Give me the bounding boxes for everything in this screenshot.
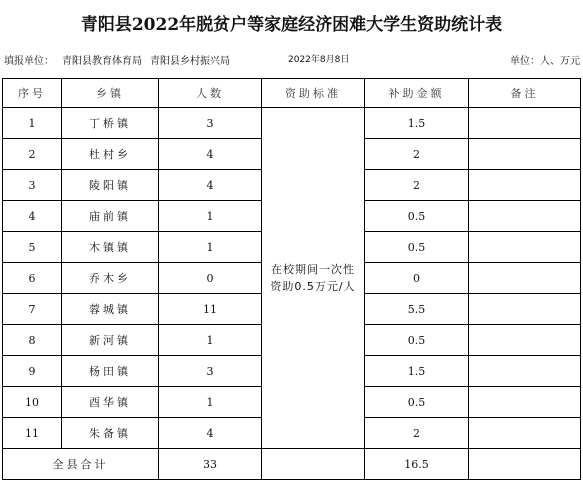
cell-count: 1 [159,387,262,418]
standard-line-2: 资助0.5万元/人 [270,280,356,293]
cell-no: 3 [3,170,62,201]
cell-count: 3 [159,108,262,139]
cell-town: 乔木乡 [62,263,159,294]
unit-label: 单位：人、万元 [510,56,580,67]
cell-town: 新河镇 [62,325,159,356]
cell-no: 1 [3,108,62,139]
cell-amount: 0.5 [365,232,469,263]
cell-no: 5 [3,232,62,263]
cell-note [469,139,581,170]
total-label: 全县合计 [3,449,159,480]
header-count: 人数 [159,79,262,108]
report-meta [4,52,580,68]
cell-town: 酉华镇 [62,387,159,418]
cell-note [469,263,581,294]
cell-amount: 2 [365,170,469,201]
cell-count: 0 [159,263,262,294]
cell-count: 4 [159,170,262,201]
cell-count: 1 [159,201,262,232]
header-standard: 资助标准 [262,79,365,108]
cell-amount: 2 [365,139,469,170]
total-standard [262,449,365,480]
cell-amount: 0 [365,263,469,294]
total-note [469,449,581,480]
cell-note [469,170,581,201]
cell-standard [262,108,365,449]
cell-note [469,108,581,139]
total-row [3,449,581,480]
reporting-unit-label: 填报单位： [4,56,54,67]
cell-count: 3 [159,356,262,387]
cell-no: 8 [3,325,62,356]
report-date: 2022年8月8日 [288,55,350,65]
cell-count: 11 [159,294,262,325]
total-count: 33 [159,449,262,480]
cell-count: 4 [159,418,262,449]
cell-amount: 2 [365,418,469,449]
cell-no: 4 [3,201,62,232]
cell-no: 6 [3,263,62,294]
cell-amount: 1.5 [365,356,469,387]
cell-note [469,232,581,263]
cell-note [469,418,581,449]
cell-town: 杨田镇 [62,356,159,387]
cell-count: 1 [159,325,262,356]
cell-no: 7 [3,294,62,325]
cell-amount: 5.5 [365,294,469,325]
cell-town: 朱备镇 [62,418,159,449]
reporting-units [4,52,238,67]
header-amount: 补助金额 [365,79,469,108]
cell-town: 木镇镇 [62,232,159,263]
cell-count: 1 [159,232,262,263]
cell-amount: 1.5 [365,108,469,139]
cell-no: 11 [3,418,62,449]
cell-amount: 0.5 [365,201,469,232]
reporting-org-education: 青阳县教育体育局 [62,56,142,67]
cell-note [469,387,581,418]
cell-amount: 0.5 [365,387,469,418]
cell-town: 陵阳镇 [62,170,159,201]
cell-count: 4 [159,139,262,170]
header-no: 序号 [3,79,62,108]
standard-line-1: 在校期间一次性 [271,263,355,276]
table-header-row [3,79,581,108]
subsidy-table [2,78,581,480]
table-row [3,108,581,139]
cell-amount: 0.5 [365,325,469,356]
total-amount: 16.5 [365,449,469,480]
cell-note [469,201,581,232]
cell-no: 9 [3,356,62,387]
cell-no: 2 [3,139,62,170]
cell-town: 杜村乡 [62,139,159,170]
cell-no: 10 [3,387,62,418]
cell-town: 蓉城镇 [62,294,159,325]
cell-note [469,325,581,356]
cell-note [469,294,581,325]
cell-town: 丁桥镇 [62,108,159,139]
cell-note [469,356,581,387]
reporting-org-rural: 青阳县乡村振兴局 [150,56,230,67]
header-town: 乡镇 [62,79,159,108]
document-title: 青阳县2022年脱贫户等家庭经济困难大学生资助统计表 [80,15,503,35]
header-note: 备注 [469,79,581,108]
cell-town: 庙前镇 [62,201,159,232]
